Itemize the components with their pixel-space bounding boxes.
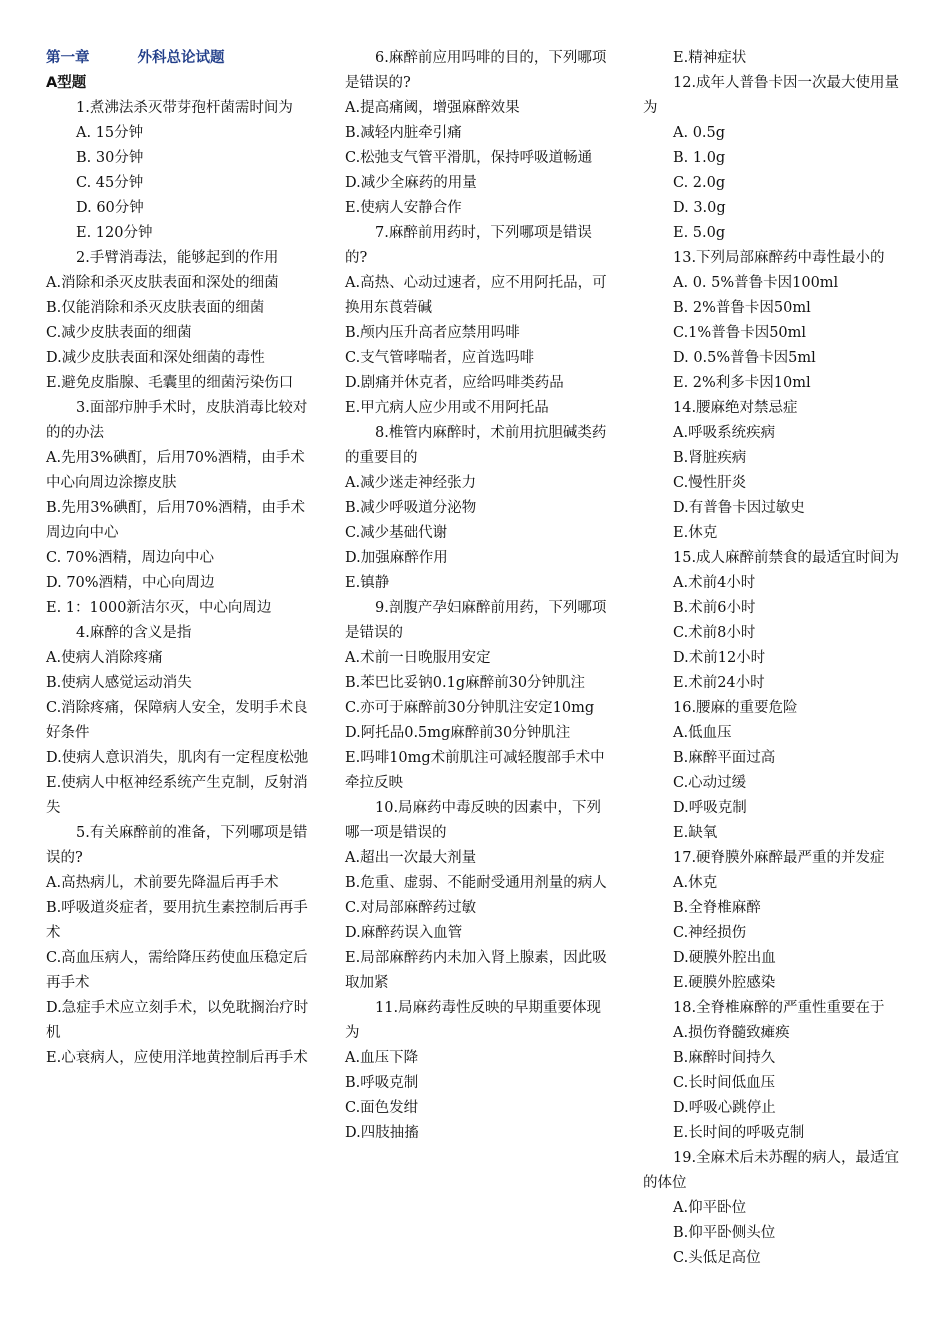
answer-option: A.损伤脊髓致瘫痪 [673, 1025, 790, 1041]
answer-option: C.面色发绀 [345, 1100, 419, 1116]
answer-option: D.四肢抽搐 [345, 1125, 419, 1141]
answer-option: A. 0. 5%普鲁卡因100ml [673, 275, 839, 291]
answer-option: B.减少呼吸道分泌物 [345, 500, 477, 516]
answer-option: E.休克 [673, 525, 718, 541]
answer-option: D.使病人意识消失，肌肉有一定程度松弛 [46, 750, 309, 766]
answer-option: D.呼吸心跳停止 [673, 1100, 776, 1116]
answer-option: A.术前一日晚服用安定 [345, 650, 491, 666]
answer-option: B.麻醉时间持久 [673, 1050, 776, 1066]
answer-option: E.使病人中枢神经系统产生克制，反射消失 [46, 775, 308, 816]
answer-option: E. 120分钟 [76, 225, 153, 241]
section-heading: A型题 [46, 75, 87, 91]
answer-option: E.术前24小时 [673, 675, 765, 691]
question-text: 15.成人麻醉前禁食的最适宜时间为 [673, 550, 900, 566]
answer-option: B.呼吸克制 [345, 1075, 419, 1091]
answer-option: B. 30分钟 [76, 150, 144, 166]
answer-option: A.提高痛阈，增强麻醉效果 [345, 100, 520, 116]
answer-option: E.缺氧 [673, 825, 718, 841]
answer-option: E.镇静 [345, 575, 390, 591]
question-text: 11.局麻药毒性反映的早期重要体现为 [345, 1000, 602, 1041]
answer-option: A.高热病儿，术前要先降温后再手术 [46, 875, 279, 891]
answer-option: E.甲亢病人应少用或不用阿托品 [345, 400, 549, 416]
answer-option: B.先用3%碘酊，后用70%酒精，由手术周边向中心 [46, 500, 305, 541]
answer-option: B.术前6小时 [673, 600, 756, 616]
answer-option: C.对局部麻醉药过敏 [345, 900, 477, 916]
answer-option: D.减少皮肤表面和深处细菌的毒性 [46, 350, 265, 366]
answer-option: D.硬膜外腔出血 [673, 950, 776, 966]
answer-option: B.使病人感觉运动消失 [46, 675, 192, 691]
chapter-number: 第一章 [46, 50, 90, 66]
answer-option: C.消除疼痛，保障病人安全，发明手术良好条件 [46, 700, 308, 741]
question-text: 17.硬脊膜外麻醉最严重的并发症 [673, 850, 885, 866]
answer-option: B.呼吸道炎症者，要用抗生素控制后再手术 [46, 900, 308, 941]
answer-option: E.长时间的呼吸克制 [673, 1125, 805, 1141]
answer-option: C.神经损伤 [673, 925, 747, 941]
answer-option: A.超出一次最大剂量 [345, 850, 477, 866]
column-middle [345, 46, 613, 1146]
answer-option: A.消除和杀灭皮肤表面和深处的细菌 [46, 275, 279, 291]
answer-option: B. 1.0g [673, 150, 726, 166]
answer-option: B.仰平卧侧头位 [673, 1225, 776, 1241]
question-text: 10.局麻药中毒反映的因素中，下列哪一项是错误的 [345, 800, 602, 841]
answer-option: C.慢性肝炎 [673, 475, 747, 491]
answer-option: D. 3.0g [673, 200, 726, 216]
answer-option: B.全脊椎麻醉 [673, 900, 761, 916]
answer-option: D.剧痛并休克者，应给吗啡类药品 [345, 375, 564, 391]
chapter-title: 外科总论试题 [137, 50, 225, 66]
answer-option: D. 60分钟 [76, 200, 144, 216]
answer-option: D.有普鲁卡因过敏史 [673, 500, 805, 516]
answer-option: C.亦可于麻醉前30分钟肌注安定10mg [345, 700, 595, 716]
answer-option: D. 0.5%普鲁卡因5ml [673, 350, 816, 366]
answer-option: A.先用3%碘酊，后用70%酒精，由手术中心向周边涂擦皮肤 [46, 450, 305, 491]
answer-option: D.呼吸克制 [673, 800, 747, 816]
answer-option: B. 2%普鲁卡因50ml [673, 300, 811, 316]
answer-option: B.麻醉平面过高 [673, 750, 776, 766]
answer-option: E.避免皮脂腺、毛囊里的细菌污染伤口 [46, 375, 294, 391]
answer-option: C.长时间低血压 [673, 1075, 776, 1091]
answer-option: C. 2.0g [673, 175, 726, 191]
answer-option: A.仰平卧位 [673, 1200, 747, 1216]
answer-option: C. 70%酒精，周边向中心 [46, 550, 215, 566]
answer-option: A.低血压 [673, 725, 732, 741]
question-text: 9.剖腹产孕妇麻醉前用药，下列哪项是错误的 [345, 600, 607, 641]
answer-option: E. 5.0g [673, 225, 726, 241]
answer-option: C.支气管哮喘者，应首选吗啡 [345, 350, 535, 366]
question-text: 19.全麻术后未苏醒的病人，最适宜的体位 [643, 1150, 900, 1191]
answer-option: A.减少迷走神经张力 [345, 475, 477, 491]
question-text: 1.煮沸法杀灭带芽孢杆菌需时间为 [76, 100, 293, 116]
question-text: 16.腰麻的重要危险 [673, 700, 798, 716]
answer-option: A.血压下降 [345, 1050, 419, 1066]
answer-option: C.头低足高位 [673, 1250, 761, 1266]
answer-option: E.硬膜外腔感染 [673, 975, 776, 991]
question-text: 5.有关麻醉前的准备，下列哪项是错误的? [46, 825, 308, 866]
answer-option: D.加强麻醉作用 [345, 550, 448, 566]
answer-option: D. 70%酒精，中心向周边 [46, 575, 215, 591]
answer-option: E.心衰病人，应使用洋地黄控制后再手术 [46, 1050, 308, 1066]
answer-option: E.吗啡10mg术前肌注可减轻腹部手术中牵拉反映 [345, 750, 605, 791]
question-text: 2.手臂消毒法，能够起到的作用 [76, 250, 279, 266]
answer-option: D.阿托品0.5mg麻醉前30分钟肌注 [345, 725, 571, 741]
answer-option: C.1%普鲁卡因50ml [673, 325, 807, 341]
answer-option: D.急症手术应立刻手术，以免耽搁治疗时机 [46, 1000, 309, 1041]
answer-option: B.苯巴比妥钠0.1g麻醉前30分钟肌注 [345, 675, 586, 691]
column-right [643, 46, 911, 1271]
chapter-heading [46, 46, 314, 71]
question-text: 6.麻醉前应用吗啡的目的，下列哪项是错误的? [345, 50, 607, 91]
question-text: 13.下列局部麻醉药中毒性最小的 [673, 250, 885, 266]
answer-option: A.呼吸系统疾病 [673, 425, 776, 441]
answer-option: A.休克 [673, 875, 718, 891]
answer-option: B.肾脏疾病 [673, 450, 747, 466]
question-text: 12.成年人普鲁卡因一次最大使用量为 [643, 75, 900, 116]
answer-option: C. 45分钟 [76, 175, 144, 191]
question-text: 14.腰麻绝对禁忌症 [673, 400, 798, 416]
answer-option: D.麻醉药误入血管 [345, 925, 463, 941]
answer-option: C.减少皮肤表面的细菌 [46, 325, 192, 341]
answer-option: B.仅能消除和杀灭皮肤表面的细菌 [46, 300, 265, 316]
answer-option: A.术前4小时 [673, 575, 756, 591]
answer-option: D.术前12小时 [673, 650, 766, 666]
answer-option: A.高热、心动过速者，应不用阿托品，可换用东莨菪碱 [345, 275, 607, 316]
question-text: 8.椎管内麻醉时，术前用抗胆碱类药的重要目的 [345, 425, 607, 466]
answer-option: B.危重、虚弱、不能耐受通用剂量的病人 [345, 875, 607, 891]
answer-option: C.高血压病人，需给降压药使血压稳定后再手术 [46, 950, 308, 991]
answer-option: E. 1：1000新洁尔灭，中心向周边 [46, 600, 272, 616]
answer-option: B.颅内压升高者应禁用吗啡 [345, 325, 520, 341]
column-left [46, 46, 314, 1071]
question-text: 7.麻醉前用药时，下列哪项是错误的? [345, 225, 592, 266]
answer-option: C.术前8小时 [673, 625, 756, 641]
answer-option: E.精神症状 [673, 50, 747, 66]
answer-option: E.使病人安静合作 [345, 200, 462, 216]
question-text: 4.麻醉的含义是指 [76, 625, 192, 641]
answer-option: E.局部麻醉药内未加入肾上腺素，因此吸取加紧 [345, 950, 607, 991]
answer-option: C.心动过缓 [673, 775, 747, 791]
answer-option: D.减少全麻药的用量 [345, 175, 477, 191]
answer-option: E. 2%利多卡因10ml [673, 375, 811, 391]
answer-option: A.使病人消除疼痛 [46, 650, 163, 666]
question-text: 18.全脊椎麻醉的严重性重要在于 [673, 1000, 885, 1016]
answer-option: A. 0.5g [673, 125, 726, 141]
question-text: 3.面部疖肿手术时，皮肤消毒比较对的的办法 [46, 400, 308, 441]
answer-option: B.减轻内脏牵引痛 [345, 125, 462, 141]
answer-option: C.松弛支气管平滑肌，保持呼吸道畅通 [345, 150, 593, 166]
answer-option: C.减少基础代谢 [345, 525, 448, 541]
answer-option: A. 15分钟 [76, 125, 144, 141]
